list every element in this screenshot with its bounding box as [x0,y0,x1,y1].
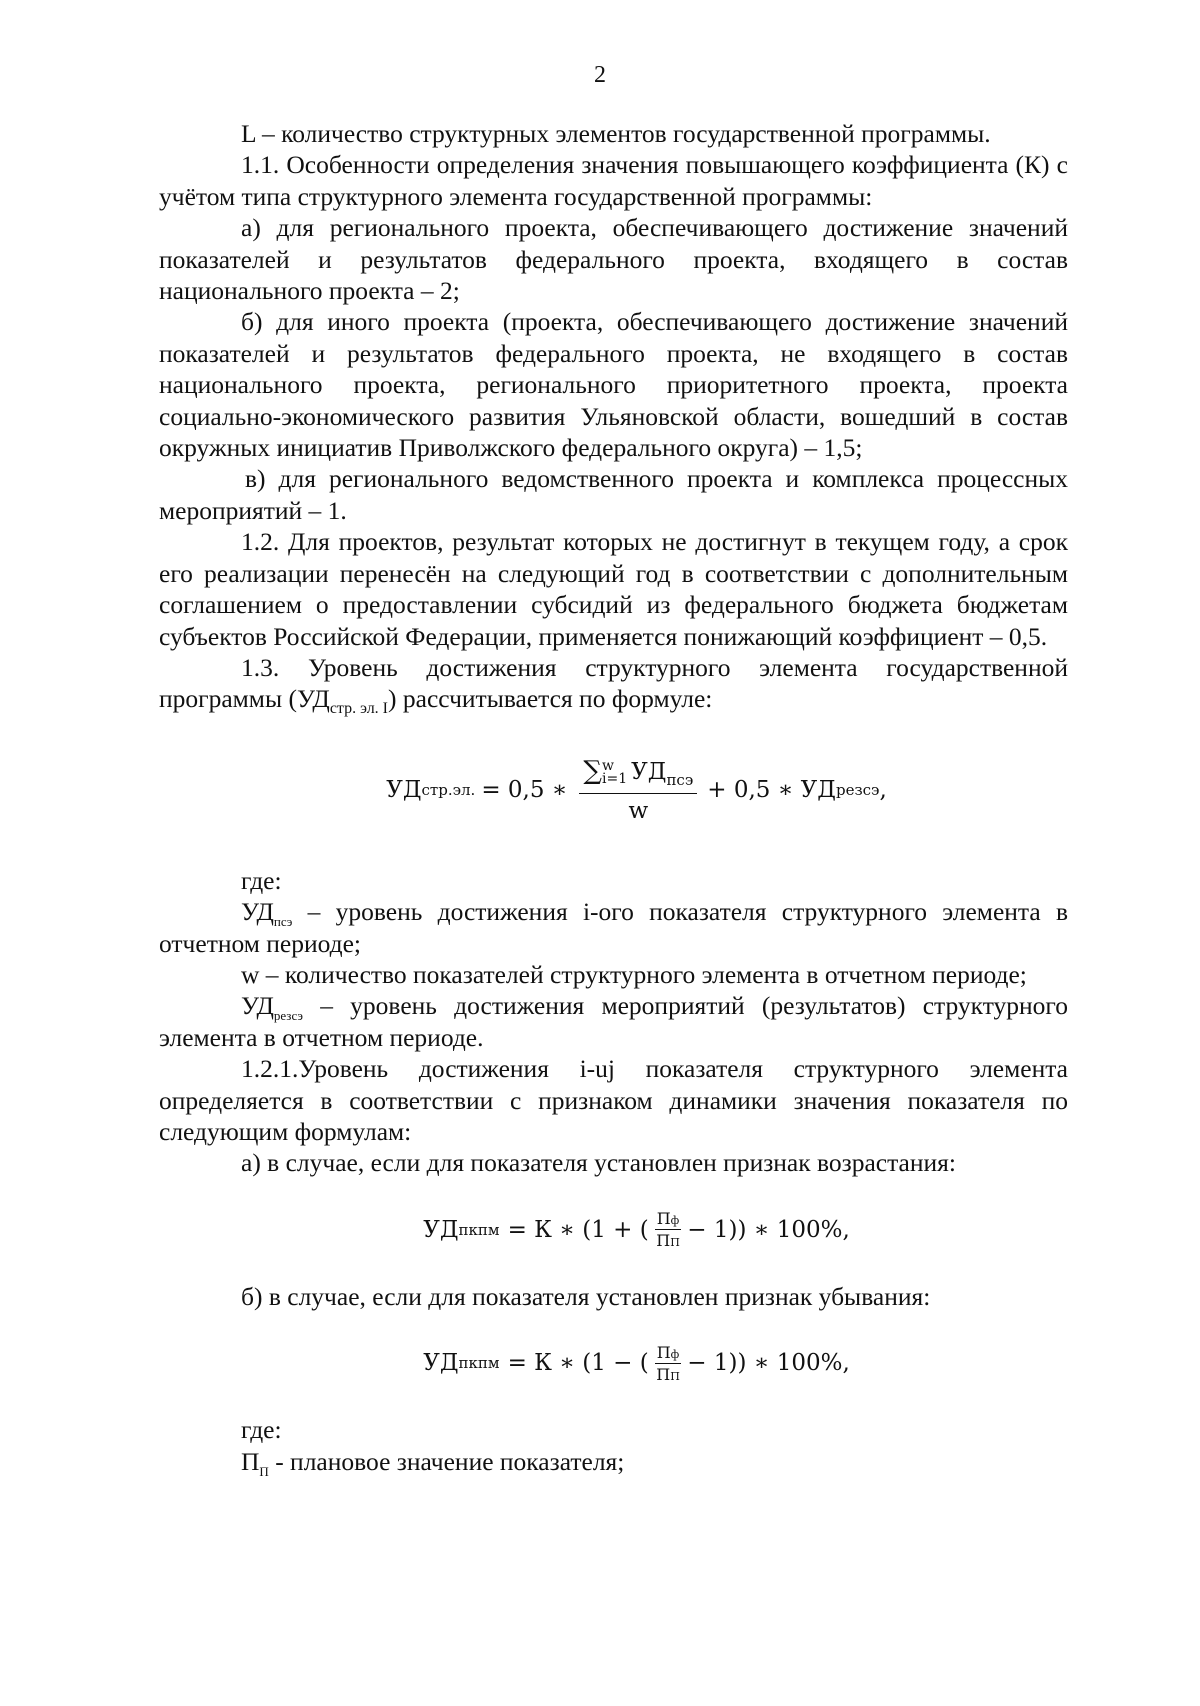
paragraph-1-1-a: а) для регионального проекта, обеспечивающего достижение значений показателей и результатов федерального проекта, входящего в состав национального проекта – 2; [159,213,1068,306]
formula-increasing-indicator: УД пкпм = К ∗ (1 + ( $\frac{Пф}{ПП}$ − 1)) ∗ 100%, [423,1209,850,1251]
formula-decreasing-indicator: УД пкпм = К ∗ (1 − ( $\frac{Пф}{ПП}$ − 1)) ∗ 100%, [423,1342,850,1384]
page-number: 2 [594,62,606,88]
paragraph-1-2-1: 1.2.1.Уровень достижения i-uj показателя структурного элемента определяется в соответствии с признаком динамики значения показателя по следующим формулам: [159,1054,1068,1146]
document-body [159,118,1068,1477]
fraction-fact-plan: $\frac{Пф}{ПП}$ [656,1342,680,1384]
definition-ud-pse: $УД_{псэ}$ – уровень достижения i-ого показателя структурного элемента в отчетном периоде; [159,897,1068,958]
definition-ud-rezse: $УД_{резсэ}$ – уровень достижения мероприятий (результатов) структурного элемента в отчетном периоде. [159,991,1068,1052]
paragraph-case-decrease: б) в случае, если для показателя установлен признак убывания: [241,1281,931,1311]
fraction-fact-plan: $\frac{Пф}{ПП}$ [656,1209,680,1251]
where-label-1: где: [241,865,282,895]
paragraph-1-1: 1.1. Особенности определения значения повышающего коэффициента (К) с учётом типа структурного элемента государственной программы: [159,150,1068,211]
formula-structural-element-level: УД стр.эл. = 0,5 ∗ ∑ w i=1 $УД_{псэ}$ w + 0,5 ∗ УД резсэ , [386,755,887,824]
paragraph-1-3: 1.3. Уровень достижения структурного элемента государственной программы $(УД_{стр. эл. I})$ рассчитывается по формуле: [159,652,1068,718]
paragraph-1-2: 1.2. Для проектов, результат которых не достигнут в текущем году, а срок его реализации перенесён на следующий год в соответствии с дополнительным соглашением о предоставлении субсидий из федерального бюджета бюджетам субъектов Российской Федерации, применяется понижающий коэффициент – 0,5. [159,527,1068,651]
where-label-2: где: [241,1415,282,1445]
paragraph-1-1-v: в) для регионального ведомственного проекта и комплекса процессных мероприятий – 1. [159,464,1068,525]
paragraph-case-increase: а) в случае, если для показателя установлен признак возрастания: [241,1148,956,1178]
paragraph-l-definition: L – количество структурных элементов государственной программы. [241,119,991,148]
paragraph-1-1-b: б) для иного проекта (проекта, обеспечивающего достижение значений показателей и результатов федерального проекта, не входящего в состав национального проекта, регионального приоритетного проекта, проекта социально-экономического развития Ульяновской области, вошедший в состав окружных инициатив Приволжского федерального округа) – 1,5; [159,307,1068,463]
definition-plan-value: $П_П$ - плановое значение показателя; [241,1446,625,1479]
fraction-average: ∑ w i=1 $УД_{псэ}$ w [579,756,697,824]
definition-w: w – количество показателей структурного элемента в отчетном периоде; [241,959,1027,989]
